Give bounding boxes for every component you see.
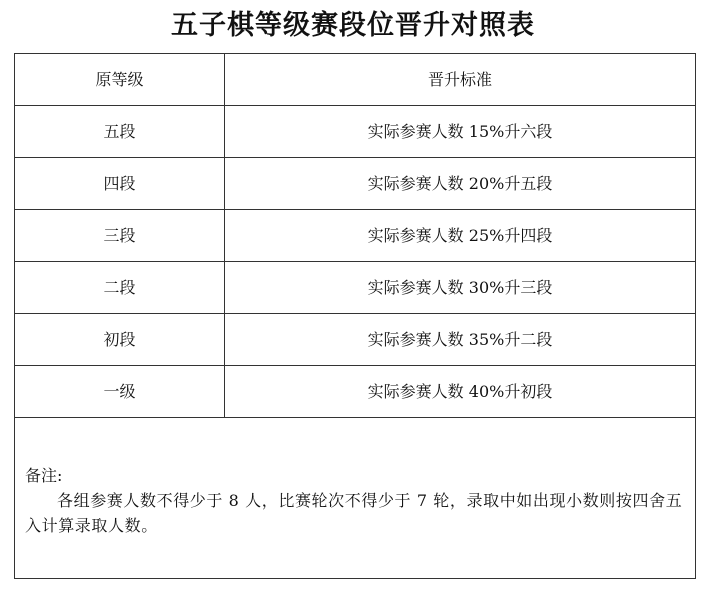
promotion-table	[14, 53, 696, 579]
standard-cell: 实际参赛人数 35%升二段	[367, 330, 553, 349]
table-row	[15, 314, 695, 366]
notes-section	[15, 419, 695, 578]
header-original-level: 原等级	[15, 54, 225, 105]
standard-cell: 实际参赛人数 25%升四段	[367, 226, 553, 245]
standard-cell: 实际参赛人数 20%升五段	[367, 174, 553, 193]
level-cell: 三段	[15, 210, 225, 261]
level-cell: 二段	[15, 262, 225, 313]
level-cell: 五段	[15, 106, 225, 157]
table-row	[15, 106, 695, 158]
level-cell: 四段	[15, 158, 225, 209]
standard-cell: 实际参赛人数 40%升初段	[367, 382, 553, 401]
level-cell: 初段	[15, 314, 225, 365]
table-row	[15, 210, 695, 262]
table-row	[15, 262, 695, 314]
table-header-row	[15, 54, 695, 106]
notes-label: 备注:	[25, 466, 63, 485]
header-promotion-standard: 晋升标准	[427, 70, 492, 89]
page-title: 五子棋等级赛段位晋升对照表	[171, 10, 535, 41]
standard-cell: 实际参赛人数 15%升六段	[367, 122, 553, 141]
table-row	[15, 366, 695, 418]
standard-cell: 实际参赛人数 30%升三段	[367, 278, 553, 297]
table-row	[15, 158, 695, 210]
notes-text: 各组参赛人数不得少于 8 人，比赛轮次不得少于 7 轮，录取中如出现小数则按四舍五入计算录取人数。	[25, 491, 683, 535]
level-cell: 一级	[15, 366, 225, 417]
